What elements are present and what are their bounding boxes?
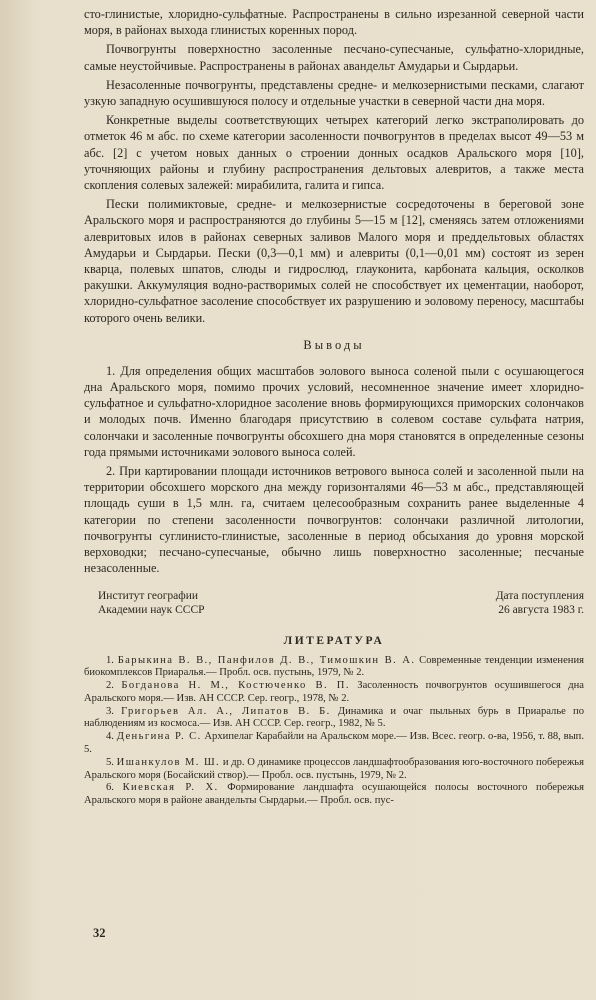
received-date (496, 589, 584, 617)
paragraph: Конкретные выделы соответствующих четырех категорий легко экстраполировать до отметок 46 м абс. по схеме категории засоленности почвогрунтов в пределах высот 49—53 м абс. [2] с учетом новых данных о строении донных осадков Аральского моря [10], уточняющих районы и глубину распространения дельтовых алевритов, а также места скопления солевых залежей: мирабилита, галита и гипса. (84, 113, 584, 193)
reference-text: Архипелаг Карабайли на Аральском море.— Изв. Всес. геогр. о-ва, 1956, т. 88, вып. 5. (84, 731, 585, 756)
received-date-label: Дата поступления (495, 589, 584, 602)
page-number: 32 (93, 926, 106, 940)
signoff (84, 589, 584, 617)
reference-authors: Киевская Р. Х. (122, 782, 219, 794)
reference-number: 4. (106, 731, 114, 743)
paragraph: Незасоленные почвогрунты, представлены средне- и мелкозернистыми песками, слагают узкую западную осушившуюся полосу и отдельные участки в северной части дна моря. (84, 77, 584, 109)
reference-text: Современные тенденции изменения биокомплексов Приаралья.— Пробл. осв. пустынь, 1979, № 2. (84, 654, 585, 679)
reference-item (84, 655, 584, 681)
reference-item (84, 731, 584, 757)
reference-authors: Барыкина В. В., Панфилов Д. В., Тимошкин В. А. (117, 654, 416, 666)
paragraph: Пески полимиктовые, средне- и мелкозернистые сосредоточены в береговой зоне Аральского моря и распространяются до глубины 5—15 м [12], сменяясь затем отложениями алевритовых илов в районах северных заливов Малого моря и преддельтовых областях Амударьи и Сырдарьи. Пески (0,3—0,1 мм) и алевриты (0,1—0,01 мм) состоят из зерен кварца, полевых шпатов, слюды и гидрослюд, глауконита, карбоната кальция, осколков ракушки. Аккумуляция водно-растворимых солей не способствует их цементации, наоборот, хлоридно-сульфатное засоление способствует их разрушению и эоловому переносу, масштабы которого очень велики. (84, 197, 584, 325)
conclusion-item: 2. При картировании площади источников ветрового выноса солей и засоленной пыли на территории обсохшего морского дна между горизонталями 46—53 м абс., представляющей площадь суши в 1,5 млн. га, считаем целесообразным сохранить ранее выделенные 4 категории по степени засоленности почвогрунтов: солончаки различной литологии, почвогрунты суглинисто-глинистые, засоленные в период обсыхания до уровня морской верховодки; песчано-супесчаные, обычно лишь поверхностно засоленные; песчаные незасоленные. (84, 464, 584, 576)
reference-item (84, 680, 584, 706)
reference-text: и др. О динамике процессов ландшафтообразования юго-восточного побережья Аральского моря (Босайский створ).— Пробл. осв. пустынь, 1979, № 2. (84, 756, 585, 781)
conclusion-item: 1. Для определения общих масштабов эолового выноса соленой пыли с осушающегося дна Аральского моря, помимо прочих условий, несомненное значение имеет хлоридно-сульфатное и сульфатно-хлоридное засоление вновь формирующихся приморских солончаков и молодых почв. Именно благодаря присутствию в солевом составе сульфата натрия, солончаки и засоленные почвогрунты обсохшего дна моря становятся в определенные сезоны года прямыми источниками эолового выноса солей. (84, 363, 584, 459)
reference-number: 2. (106, 680, 114, 692)
reference-text: Засоленность почвогрунтов осушившегося дна Аральского моря.— Изв. АН СССР. Сер. геогр., 1978, № 2. (84, 680, 584, 704)
reference-authors: Ишанкулов М. Ш. (116, 756, 221, 768)
reference-number: 1. (106, 654, 114, 666)
reference-item (84, 757, 584, 783)
reference-authors: Деньгина Р. С. (116, 731, 202, 743)
affiliation (84, 589, 205, 617)
received-date-value: 26 августа 1983 г. (498, 603, 584, 616)
references-heading: ЛИТЕРАТУРА (283, 634, 385, 647)
reference-number: 3. (106, 705, 114, 717)
reference-number: 6. (106, 782, 114, 794)
reference-number: 5. (106, 756, 114, 768)
reference-authors: Богданова Н. М., Костюченко В. П. (121, 680, 350, 692)
conclusions-heading: Выводы (303, 337, 365, 352)
reference-item (84, 706, 584, 732)
reference-item (84, 782, 584, 808)
paragraph: сто-глинистые, хлоридно-сульфатные. Распространены в сильно изрезанной северной части моря, в районах выхода глинистых коренных пород. (84, 7, 584, 38)
affiliation-line: Академии наук СССР (98, 603, 205, 616)
affiliation-line: Институт географии (98, 589, 199, 602)
reference-authors: Григорьев Ал. А., Липатов В. Б. (121, 705, 331, 717)
conclusions-text (84, 363, 584, 577)
reference-text: Динамика и очаг пыльных бурь в Приаралье по наблюдениям из космоса.— Изв. АН СССР. Сер. геогр., 1982, № 5. (84, 705, 584, 730)
reference-text: Формирование ландшафта осушающейся полосы восточного побережья Аральского моря в районе авандельты Сырдарьи.— Пробл. осв. пус- (84, 782, 584, 807)
main-text (84, 6, 584, 326)
paragraph: Почвогрунты поверхностно засоленные песчано-супесчаные, сульфатно-хлоридные, самые неустойчивые. Распространены в районах авандельт Амударьи и Сырдарьи. (84, 42, 584, 73)
references-list (84, 655, 584, 809)
